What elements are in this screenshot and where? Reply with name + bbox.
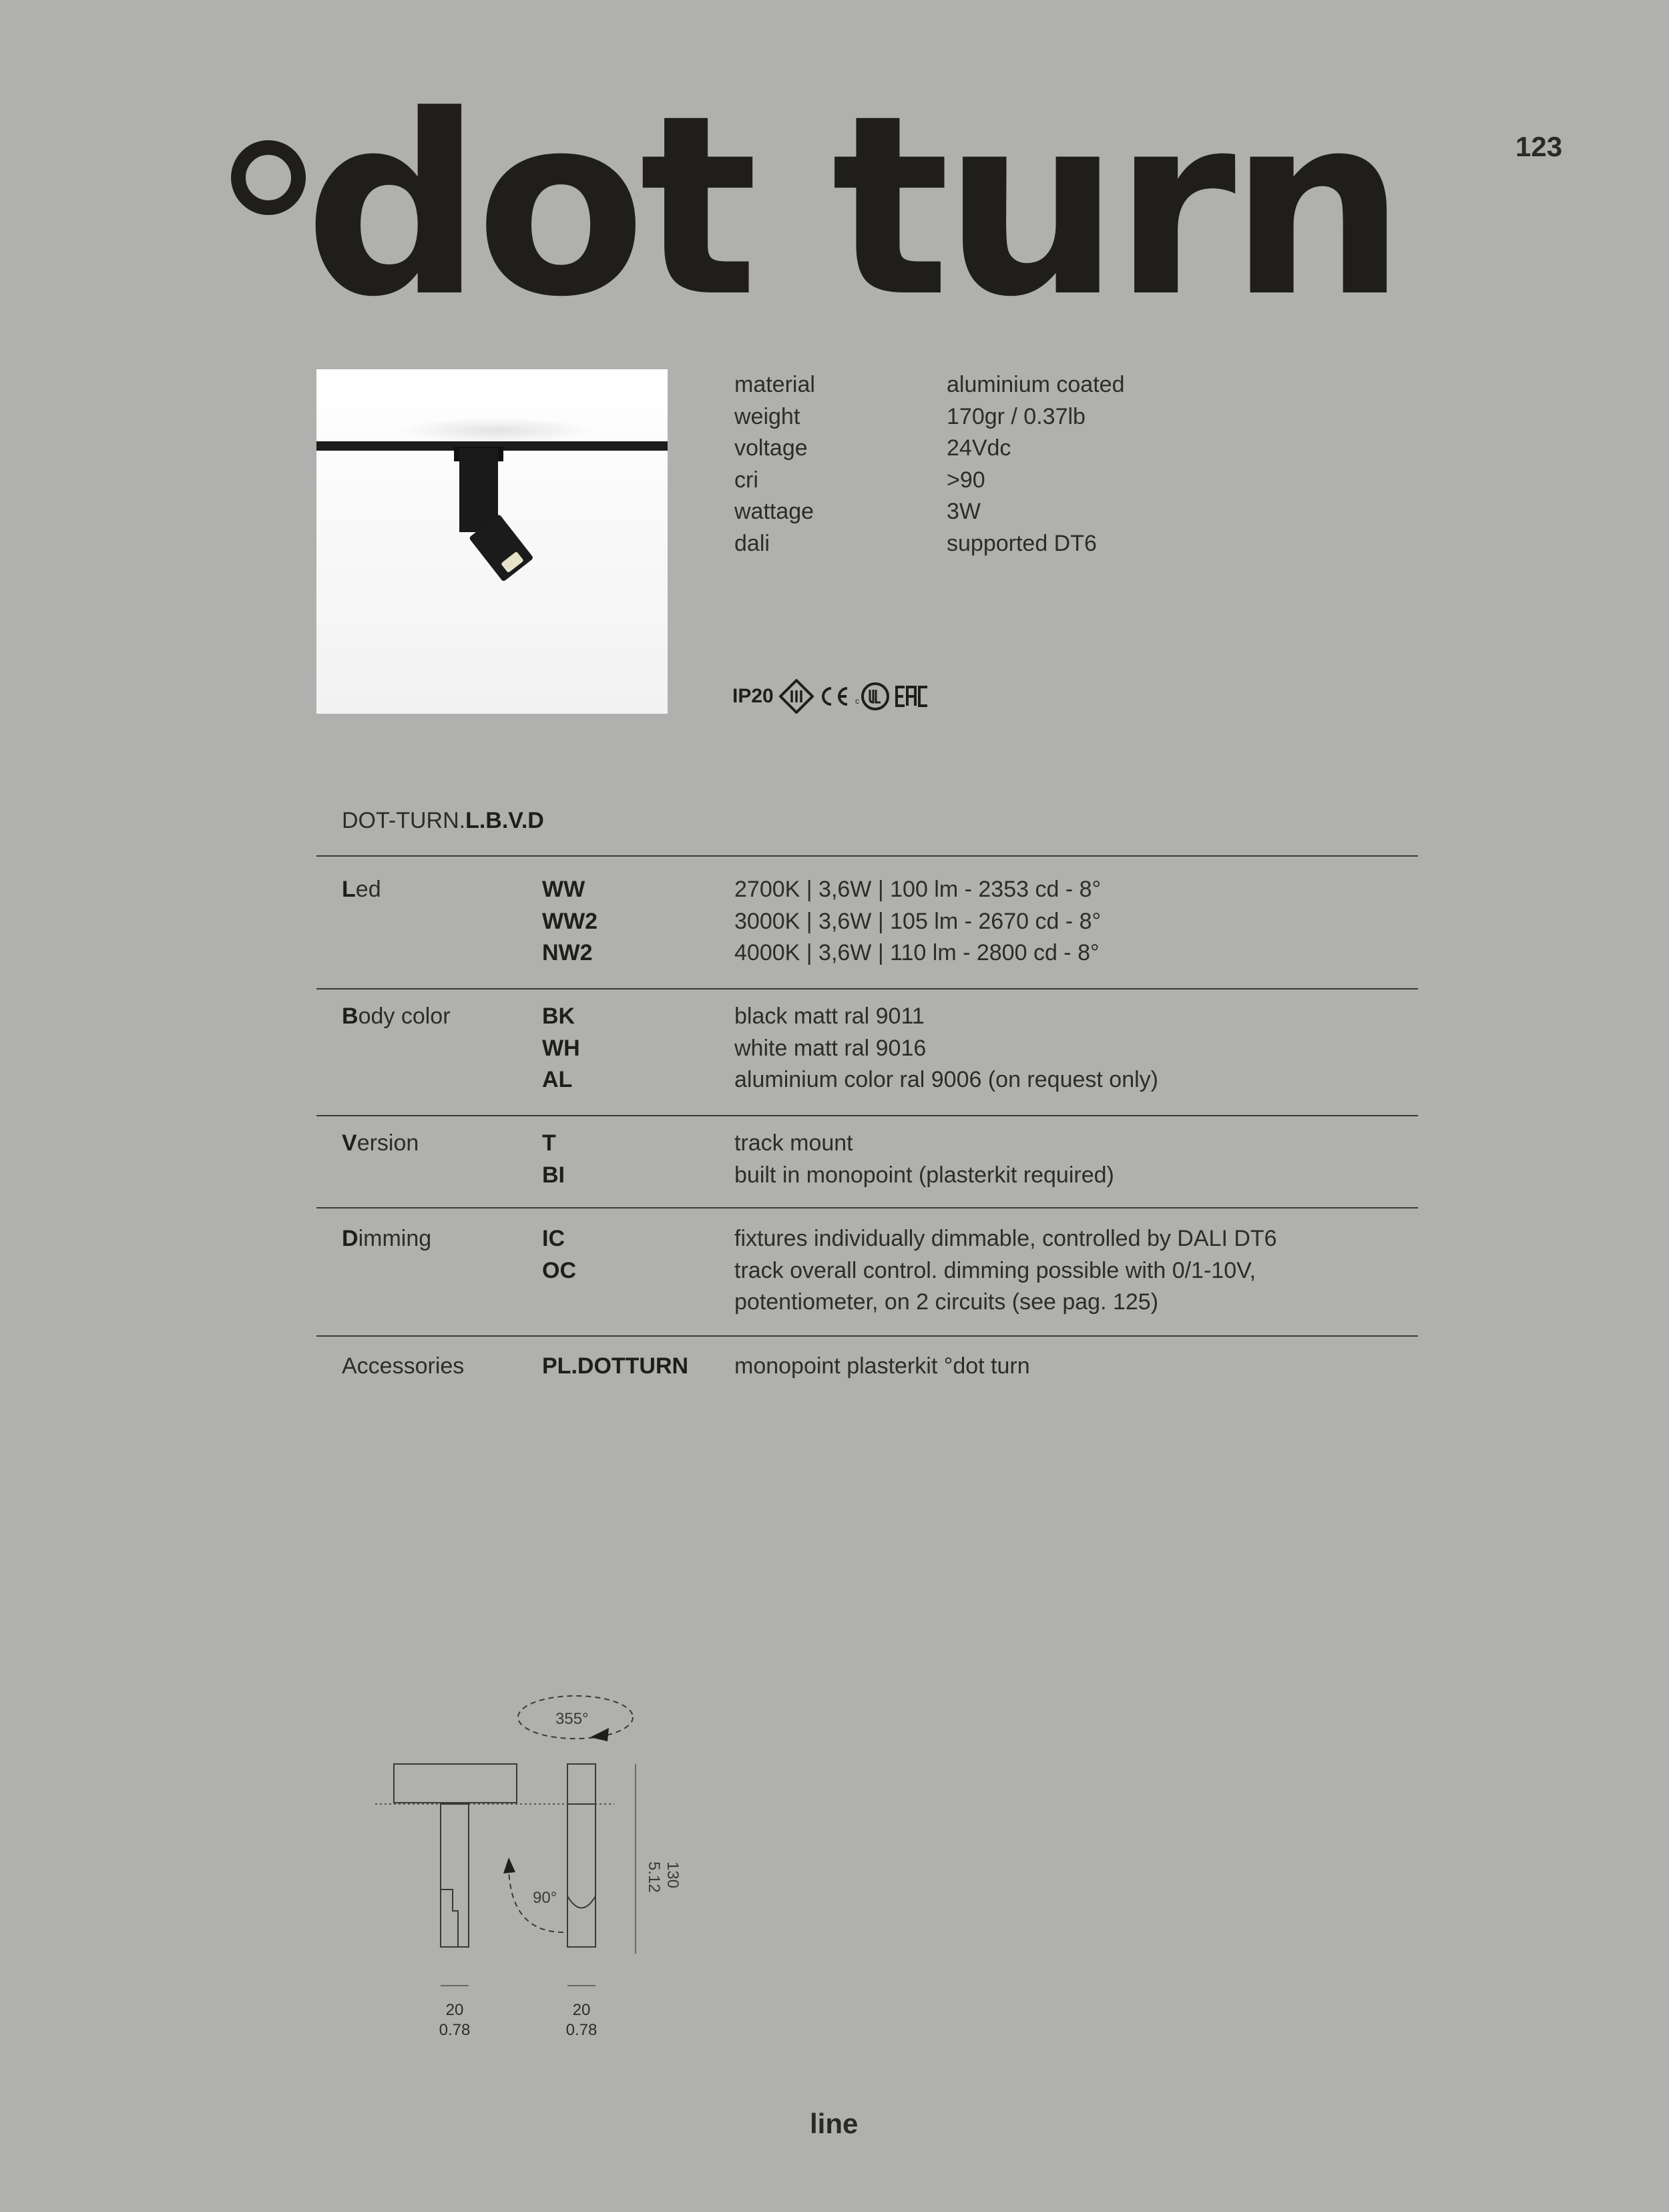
option-description: built in monopoint (plasterkit required) — [734, 1162, 1114, 1188]
spec-value: supported DT6 — [947, 530, 1097, 556]
option-description: track mount — [734, 1130, 853, 1156]
option-description: monopoint plasterkit °dot turn — [734, 1353, 1030, 1379]
spec-label: voltage — [734, 435, 808, 461]
option-name: Led — [342, 877, 381, 902]
table-rule — [316, 1207, 1418, 1208]
spec-label: dali — [734, 530, 770, 556]
collection-label: line — [810, 2108, 859, 2139]
product-code — [342, 808, 544, 834]
spec-value: 170gr / 0.37lb — [947, 403, 1086, 429]
left-width-mm-label: 20 — [445, 2001, 464, 2019]
option-code: WH — [542, 1035, 580, 1061]
spec-label: cri — [734, 467, 758, 493]
height-in-label: 5.12 — [645, 1861, 663, 1893]
option-codes — [542, 1351, 688, 1383]
option-descriptions — [734, 1223, 1277, 1319]
product-code-suffix: L.B.V.D — [465, 808, 544, 833]
option-name: Dimming — [342, 1226, 432, 1251]
svg-text:c: c — [855, 696, 859, 706]
option-code: IC — [542, 1226, 565, 1251]
class-iii-icon — [779, 679, 814, 714]
spec-row — [734, 433, 1124, 465]
option-description: black matt ral 9011 — [734, 1004, 925, 1029]
option-descriptions — [734, 874, 1101, 969]
spec-value: 3W — [947, 499, 981, 524]
technical-drawing — [374, 1676, 721, 2050]
option-name: Accessories — [342, 1353, 465, 1379]
option-codes — [542, 1223, 576, 1287]
option-description: white matt ral 9016 — [734, 1035, 927, 1061]
height-mm-label: 130 — [664, 1861, 682, 1889]
left-width-in-label: 0.78 — [439, 2021, 471, 2039]
eac-mark-icon — [895, 685, 930, 708]
rotation-angle-label: 355° — [555, 1710, 589, 1728]
option-code: NW2 — [542, 940, 593, 965]
product-photo — [316, 369, 668, 714]
table-rule — [316, 988, 1418, 989]
spec-label: weight — [734, 403, 800, 429]
option-descriptions — [734, 1001, 1158, 1096]
spec-label: material — [734, 372, 815, 397]
option-code: PL.DOTTURN — [542, 1353, 689, 1379]
certification-marks — [732, 678, 930, 714]
table-rule — [316, 1115, 1418, 1116]
option-code: BK — [542, 1004, 575, 1029]
option-description: 4000K | 3,6W | 110 lm - 2800 cd - 8° — [734, 940, 1100, 965]
right-width-mm-label: 20 — [572, 2001, 591, 2019]
page-number: 123 — [1515, 131, 1563, 162]
option-code: AL — [542, 1067, 573, 1092]
option-description: potentiometer, on 2 circuits (see pag. 125) — [734, 1289, 1159, 1315]
option-code: WW2 — [542, 908, 598, 934]
spec-value: 24Vdc — [947, 435, 1011, 461]
spec-label: wattage — [734, 499, 814, 524]
product-code-prefix: DOT-TURN. — [342, 808, 466, 833]
option-name: Version — [342, 1130, 419, 1156]
spec-list — [734, 369, 1124, 560]
option-code: T — [542, 1130, 556, 1156]
option-description: aluminium color ral 9006 (on request only) — [734, 1067, 1158, 1092]
option-code: OC — [542, 1257, 576, 1283]
option-codes — [542, 1128, 565, 1191]
degree-ring-icon — [231, 140, 306, 215]
spec-row — [734, 401, 1124, 433]
spec-value: aluminium coated — [947, 372, 1125, 397]
spec-row — [734, 465, 1124, 497]
lens — [501, 551, 524, 574]
option-description: fixtures individually dimmable, controlled by DALI DT6 — [734, 1226, 1277, 1251]
ce-mark-icon — [819, 685, 850, 708]
spec-value: >90 — [947, 467, 985, 493]
option-description: 3000K | 3,6W | 105 lm - 2670 cd - 8° — [734, 908, 1102, 934]
ip-rating: IP20 — [732, 685, 774, 707]
spec-row — [734, 369, 1124, 401]
table-rule — [316, 855, 1418, 857]
spec-row — [734, 496, 1124, 528]
option-description: 2700K | 3,6W | 100 lm - 2353 cd - 8° — [734, 877, 1102, 902]
option-description: track overall control. dimming possible with 0/1-10V, — [734, 1257, 1256, 1283]
spec-row — [734, 528, 1124, 560]
tilt-angle-label: 90° — [533, 1889, 557, 1907]
option-code: BI — [542, 1162, 565, 1188]
option-descriptions — [734, 1351, 1030, 1383]
option-descriptions — [734, 1128, 1114, 1191]
tilt-arrowhead-icon — [503, 1857, 515, 1873]
right-width-in-label: 0.78 — [565, 2021, 598, 2039]
option-codes — [542, 1001, 580, 1096]
ul-mark-icon — [855, 681, 890, 712]
table-rule — [316, 1335, 1418, 1337]
product-title-text: dot turn — [304, 62, 1400, 351]
option-codes — [542, 874, 598, 969]
option-code: WW — [542, 877, 585, 902]
option-name: Body color — [342, 1004, 451, 1029]
rotation-arrowhead-icon — [590, 1728, 609, 1741]
